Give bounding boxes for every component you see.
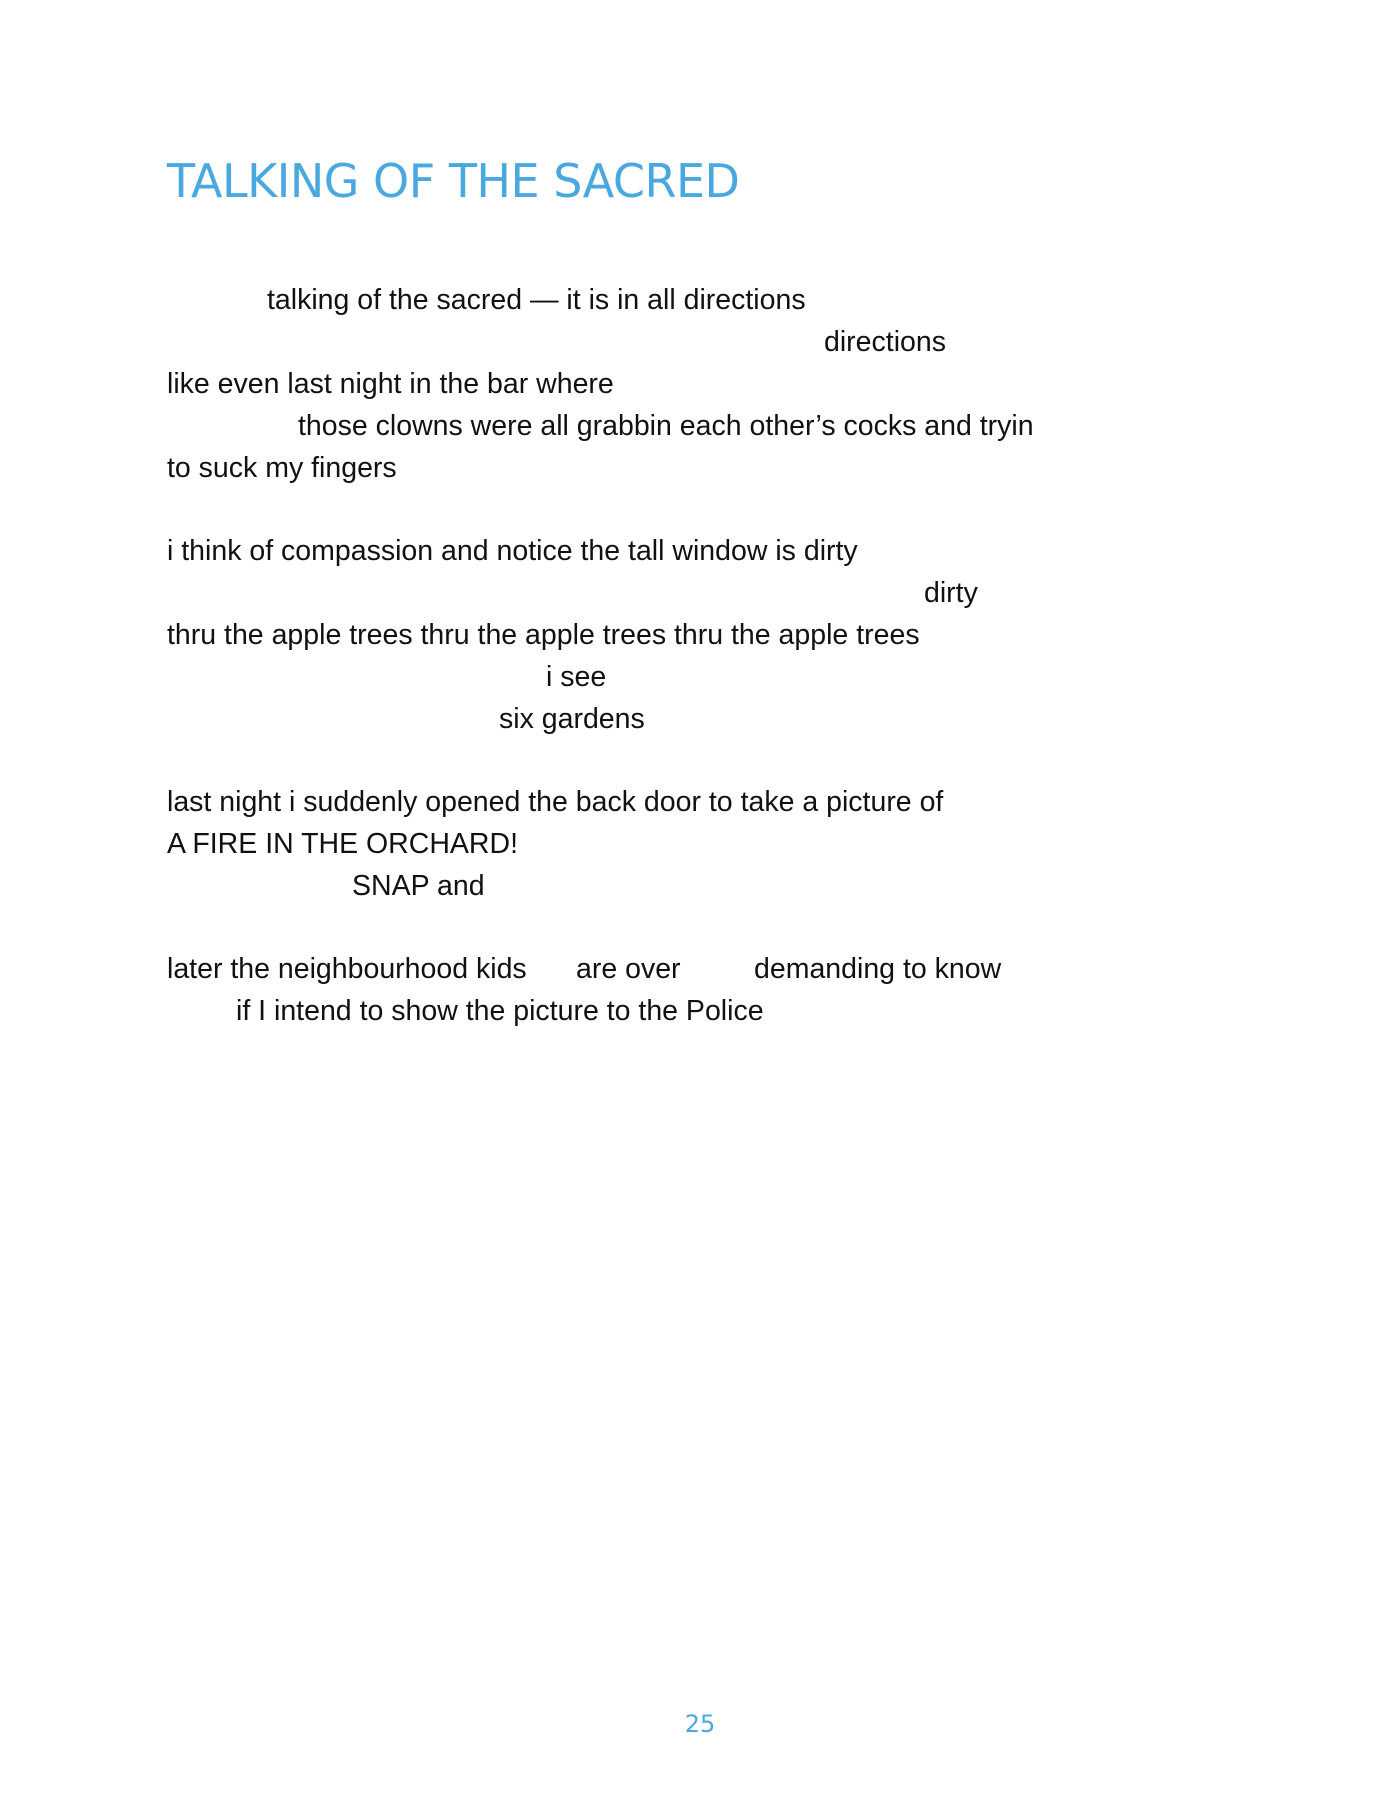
poem-line: SNAP and xyxy=(352,870,485,902)
poem-line: if I intend to show the picture to the Police xyxy=(236,995,764,1027)
poem-line: i see xyxy=(546,661,607,693)
poem-line: later the neighbourhood kids xyxy=(167,953,527,985)
poem-line: thru the apple trees thru the apple trees thru the apple trees xyxy=(167,619,920,651)
poem-line: to suck my fingers xyxy=(167,452,397,484)
poem-line: demanding to know xyxy=(754,953,1002,985)
poem-title: TALKING OF THE SACRED xyxy=(167,154,740,208)
poem-line: directions xyxy=(824,326,946,358)
page-number: 25 xyxy=(684,1710,716,1738)
poem-line: talking of the sacred — it is in all directions xyxy=(267,284,806,316)
poem-line: last night i suddenly opened the back door to take a picture of xyxy=(167,786,944,818)
poem-line: those clowns were all grabbin each other’s cocks and tryin xyxy=(298,410,1034,442)
poem-line: like even last night in the bar where xyxy=(167,368,614,400)
poem-line: i think of compassion and notice the tall window is dirty xyxy=(167,535,858,567)
poem-line: dirty xyxy=(924,577,978,609)
poem-line: are over xyxy=(576,953,681,985)
poem-line: A FIRE IN THE ORCHARD! xyxy=(167,828,519,860)
poem-line: six gardens xyxy=(499,703,645,735)
